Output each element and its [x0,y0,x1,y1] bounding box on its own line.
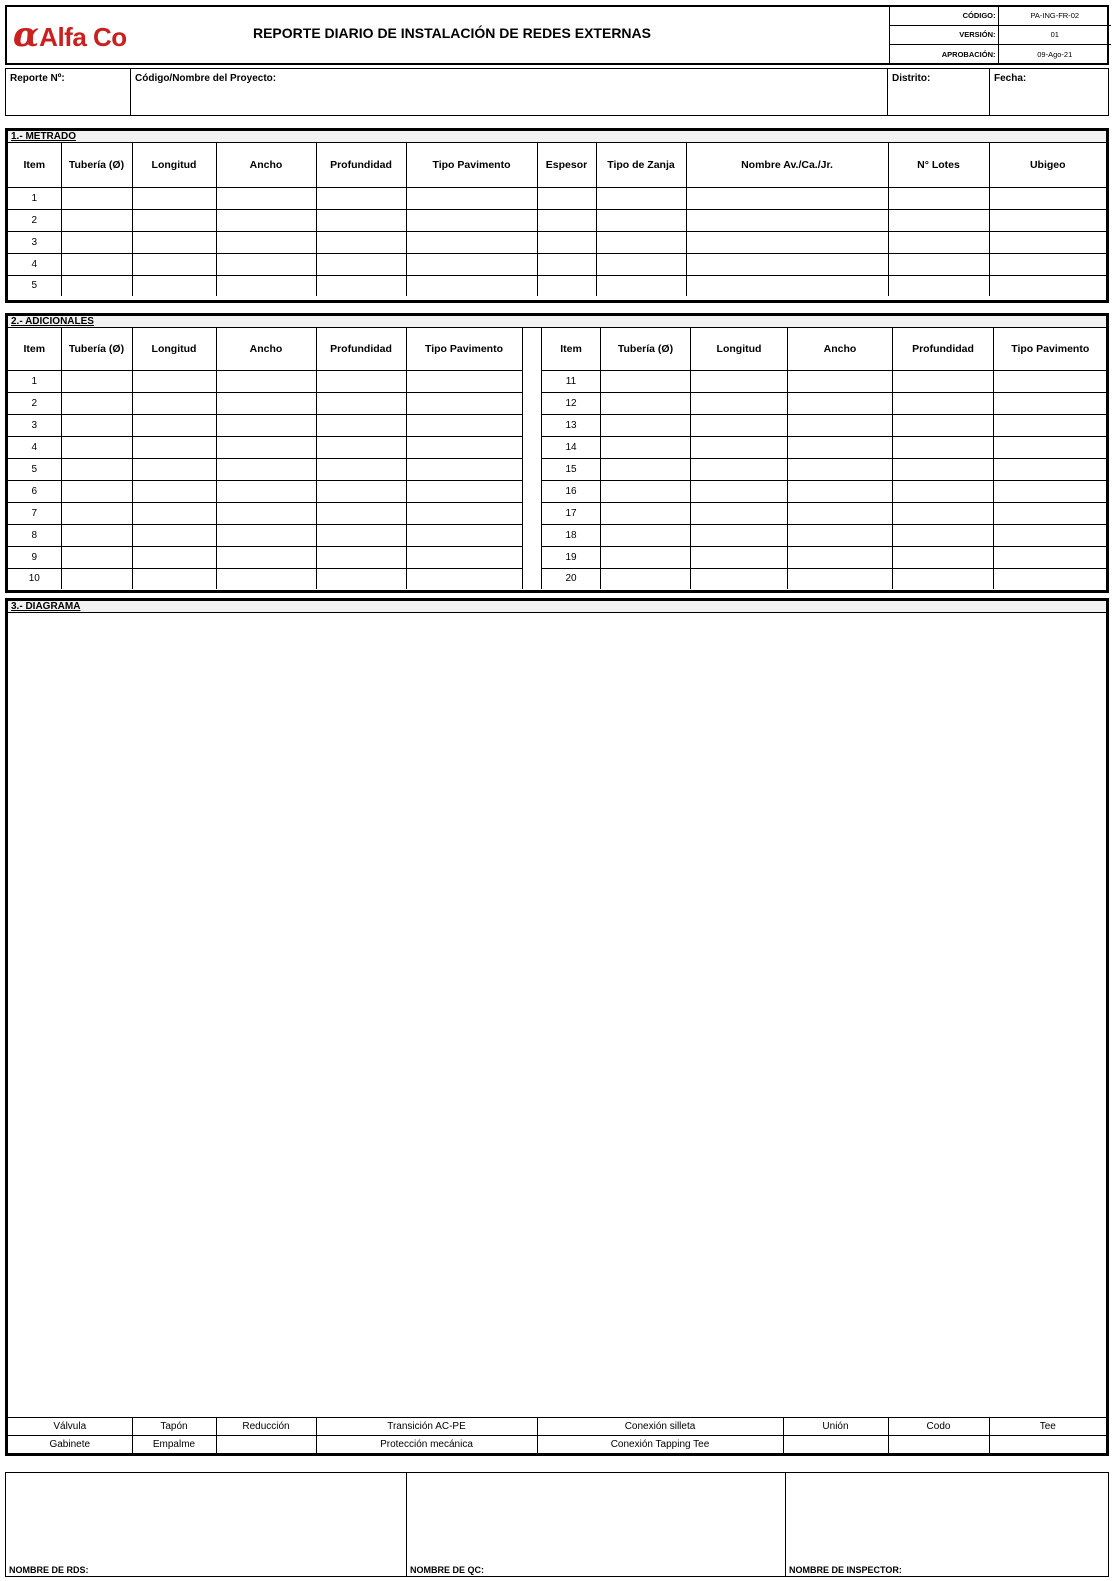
adicionales-table-right [541,328,1107,589]
item-number: 1 [8,370,61,392]
item-number: 13 [542,414,601,436]
legend-empty [783,1436,888,1454]
table-row [542,392,1107,414]
table-row [542,480,1107,502]
cell[interactable] [61,275,132,296]
cell[interactable] [989,187,1106,209]
cell[interactable] [893,524,994,546]
cell[interactable] [686,187,888,209]
legend-empalme: Empalme [132,1436,216,1454]
cell[interactable] [601,458,691,480]
cell[interactable] [216,524,316,546]
table-row [542,502,1107,524]
cell[interactable] [788,524,893,546]
column-header: Item [542,328,601,370]
cell[interactable] [216,436,316,458]
metrado-header-row [8,143,1106,187]
cell[interactable] [216,231,316,253]
cell[interactable] [686,209,888,231]
table-row [8,275,1106,296]
item-number: 18 [542,524,601,546]
column-header: Tipo Pavimento [994,328,1107,370]
cell[interactable] [788,458,893,480]
cell[interactable] [888,187,989,209]
cell[interactable] [994,480,1107,502]
table-row [8,414,522,436]
column-header: Ancho [216,143,316,187]
legend-reduccion: Reducción [216,1418,316,1436]
table-row [542,546,1107,568]
legend-row [8,1418,1106,1436]
cell[interactable] [994,414,1107,436]
date-label: Fecha: [994,73,1027,84]
cell[interactable] [216,187,316,209]
item-number: 10 [8,568,61,589]
table-row [542,436,1107,458]
adicionales-left-header-row [8,328,522,370]
item-number: 9 [8,546,61,568]
column-header: Item [8,328,61,370]
legend-proteccion-mecanica: Protección mecánica [316,1436,537,1454]
cell[interactable] [132,392,216,414]
cell[interactable] [406,253,537,275]
cell[interactable] [601,480,691,502]
cell[interactable] [132,231,216,253]
table-row [542,458,1107,480]
diagram-canvas[interactable] [8,613,1106,1417]
cell[interactable] [61,502,132,524]
item-number: 1 [8,187,61,209]
cell[interactable] [316,568,406,589]
item-number: 4 [8,436,61,458]
cell[interactable] [316,502,406,524]
cell[interactable] [216,502,316,524]
table-row [8,209,1106,231]
column-header: N° Lotes [888,143,989,187]
cell[interactable] [788,436,893,458]
cell[interactable] [406,209,537,231]
cell[interactable] [61,392,132,414]
table-row [542,524,1107,546]
signature-inspector[interactable] [786,1473,1108,1576]
cell[interactable] [537,187,596,209]
item-number: 11 [542,370,601,392]
cell[interactable] [406,502,522,524]
table-row [8,546,522,568]
table-row [8,231,1106,253]
signature-inspector-label: NOMBRE DE INSPECTOR: [789,1565,902,1575]
column-header: Tubería (Ø) [61,328,132,370]
signature-qc-label: NOMBRE DE QC: [410,1565,484,1575]
project-field[interactable] [131,69,888,115]
header [5,5,1109,65]
section-adicionales-title [8,316,1106,328]
legend-table [8,1417,1106,1454]
cell[interactable] [686,253,888,275]
legend-empty [888,1436,989,1454]
cell[interactable] [406,436,522,458]
cell[interactable] [316,231,406,253]
table-row [8,480,522,502]
cell[interactable] [691,370,788,392]
cell[interactable] [994,568,1107,589]
legend-empty [216,1436,316,1454]
adicionales-right-header-row [542,328,1107,370]
item-number: 15 [542,458,601,480]
approval-value: 09-Ago-21 [998,44,1111,65]
cell[interactable] [216,253,316,275]
cell[interactable] [132,568,216,589]
section-adicionales [5,313,1109,593]
info-fields [5,68,1109,116]
cell[interactable] [316,275,406,296]
cell[interactable] [994,436,1107,458]
table-row [8,253,1106,275]
cell[interactable] [893,502,994,524]
column-header: Ancho [216,328,316,370]
cell[interactable] [132,546,216,568]
cell[interactable] [132,209,216,231]
cell[interactable] [132,480,216,502]
cell[interactable] [691,480,788,502]
item-number: 2 [8,392,61,414]
cell[interactable] [316,546,406,568]
cell[interactable] [61,414,132,436]
table-row [8,436,522,458]
version-label: VERSIÓN: [890,25,998,44]
cell[interactable] [788,546,893,568]
cell[interactable] [132,436,216,458]
date-field[interactable] [990,69,1108,115]
cell[interactable] [989,231,1106,253]
cell[interactable] [216,480,316,502]
legend-empty [989,1436,1106,1454]
district-label: Distrito: [892,73,931,84]
cell[interactable] [788,392,893,414]
logo-alpha-icon: α [13,15,40,55]
cell[interactable] [316,524,406,546]
cell[interactable] [406,480,522,502]
cell[interactable] [893,436,994,458]
cell[interactable] [601,502,691,524]
section-diagrama [5,598,1109,1456]
cell[interactable] [893,480,994,502]
cell[interactable] [316,458,406,480]
cell[interactable] [596,187,686,209]
project-label: Código/Nombre del Proyecto: [135,73,277,84]
legend-codo: Codo [888,1418,989,1436]
cell[interactable] [316,414,406,436]
cell[interactable] [691,546,788,568]
cell[interactable] [601,568,691,589]
item-number: 17 [542,502,601,524]
cell[interactable] [132,275,216,296]
cell[interactable] [406,458,522,480]
cell[interactable] [61,209,132,231]
version-value: 01 [998,25,1111,44]
cell[interactable] [406,524,522,546]
column-header: Profundidad [316,328,406,370]
cell[interactable] [537,231,596,253]
cell[interactable] [316,187,406,209]
cell[interactable] [61,546,132,568]
column-header: Profundidad [316,143,406,187]
report-number-label: Reporte Nº: [10,73,65,84]
table-row [8,370,522,392]
cell[interactable] [596,253,686,275]
legend-union: Unión [783,1418,888,1436]
cell[interactable] [216,546,316,568]
column-header: Tubería (Ø) [61,143,132,187]
cell[interactable] [601,436,691,458]
legend-row [8,1436,1106,1454]
item-number: 7 [8,502,61,524]
cell[interactable] [788,502,893,524]
item-number: 4 [8,253,61,275]
table-row [8,458,522,480]
approval-label: APROBACIÓN: [890,44,998,65]
cell[interactable] [406,187,537,209]
cell[interactable] [316,480,406,502]
signature-rds-label: NOMBRE DE RDS: [9,1565,89,1575]
column-header: Ubigeo [989,143,1106,187]
legend-valvula: Válvula [8,1418,132,1436]
cell[interactable] [601,546,691,568]
cell[interactable] [893,370,994,392]
cell[interactable] [61,524,132,546]
table-row [542,370,1107,392]
cell[interactable] [216,414,316,436]
cell[interactable] [61,458,132,480]
cell[interactable] [888,231,989,253]
cell[interactable] [61,568,132,589]
cell[interactable] [216,370,316,392]
cell[interactable] [216,275,316,296]
signatures [5,1472,1109,1577]
column-header: Tubería (Ø) [601,328,691,370]
cell[interactable] [888,209,989,231]
cell[interactable] [596,231,686,253]
metrado-table [8,143,1106,296]
cell[interactable] [406,275,537,296]
item-number: 14 [542,436,601,458]
cell[interactable] [601,524,691,546]
cell[interactable] [132,370,216,392]
legend-transicion: Transición AC-PE [316,1418,537,1436]
cell[interactable] [893,414,994,436]
column-header: Ancho [788,328,893,370]
column-header: Profundidad [893,328,994,370]
doc-info-table [889,6,1110,65]
cell[interactable] [788,480,893,502]
column-header: Espesor [537,143,596,187]
cell[interactable] [406,370,522,392]
table-row [542,414,1107,436]
table-row [8,524,522,546]
district-field[interactable] [888,69,990,115]
cell[interactable] [132,253,216,275]
item-number: 3 [8,231,61,253]
section-metrado-title-text: 1.- METRADO [11,131,76,142]
cell[interactable] [406,414,522,436]
cell[interactable] [994,546,1107,568]
column-header: Nombre Av./Ca./Jr. [686,143,888,187]
cell[interactable] [994,370,1107,392]
cell[interactable] [316,392,406,414]
item-number: 5 [8,458,61,480]
cell[interactable] [691,524,788,546]
cell[interactable] [691,458,788,480]
cell[interactable] [537,275,596,296]
table-row [542,568,1107,589]
cell[interactable] [537,253,596,275]
cell[interactable] [601,370,691,392]
cell[interactable] [537,209,596,231]
signature-qc[interactable] [407,1473,786,1576]
cell[interactable] [989,209,1106,231]
cell[interactable] [406,231,537,253]
legend-tapon: Tapón [132,1418,216,1436]
logo-text: Alfa Co [39,22,127,52]
cell[interactable] [61,370,132,392]
cell[interactable] [994,458,1107,480]
cell[interactable] [216,392,316,414]
cell[interactable] [989,253,1106,275]
cell[interactable] [216,568,316,589]
section-adicionales-title-text: 2.- ADICIONALES [11,316,94,327]
column-header: Tipo Pavimento [406,143,537,187]
cell[interactable] [316,370,406,392]
cell[interactable] [132,458,216,480]
cell[interactable] [893,568,994,589]
table-row [8,392,522,414]
adicionales-table-left [8,328,523,589]
cell[interactable] [691,414,788,436]
cell[interactable] [691,436,788,458]
cell[interactable] [216,209,316,231]
cell[interactable] [132,524,216,546]
cell[interactable] [888,253,989,275]
cell[interactable] [61,436,132,458]
report-number-field[interactable] [6,69,131,115]
legend-conexion-tapping-tee: Conexión Tapping Tee [537,1436,783,1454]
section-metrado-title [8,131,1106,143]
cell[interactable] [994,524,1107,546]
cell[interactable] [601,414,691,436]
cell[interactable] [691,392,788,414]
column-header: Tipo de Zanja [596,143,686,187]
table-row [8,187,1106,209]
cell[interactable] [406,546,522,568]
cell[interactable] [596,209,686,231]
cell[interactable] [132,502,216,524]
item-number: 16 [542,480,601,502]
cell[interactable] [316,436,406,458]
cell[interactable] [406,392,522,414]
cell[interactable] [316,209,406,231]
item-number: 19 [542,546,601,568]
column-header: Item [8,143,61,187]
item-number: 20 [542,568,601,589]
column-header: Tipo Pavimento [406,328,522,370]
cell[interactable] [61,231,132,253]
item-number: 6 [8,480,61,502]
cell[interactable] [691,568,788,589]
cell[interactable] [893,392,994,414]
column-header: Longitud [691,328,788,370]
cell[interactable] [596,275,686,296]
section-diagrama-title [8,601,1106,613]
item-number: 5 [8,275,61,296]
code-value: PA-ING-FR-02 [998,6,1111,25]
cell[interactable] [788,414,893,436]
table-row [8,568,522,589]
cell[interactable] [316,253,406,275]
company-logo [13,15,127,55]
section-diagrama-title-text: 3.- DIAGRAMA [11,601,81,612]
cell[interactable] [216,458,316,480]
cell[interactable] [893,546,994,568]
section-metrado [5,128,1109,303]
cell[interactable] [788,370,893,392]
cell[interactable] [61,480,132,502]
item-number: 3 [8,414,61,436]
cell[interactable] [132,414,216,436]
cell[interactable] [788,568,893,589]
cell[interactable] [888,275,989,296]
table-row [8,502,522,524]
cell[interactable] [989,275,1106,296]
cell[interactable] [994,502,1107,524]
legend-gabinete: Gabinete [8,1436,132,1454]
cell[interactable] [686,231,888,253]
document-title: REPORTE DIARIO DE INSTALACIÓN DE REDES EXTERNAS [252,25,651,41]
cell[interactable] [691,502,788,524]
column-header: Longitud [132,328,216,370]
code-label: CÓDIGO: [890,6,998,25]
cell[interactable] [132,187,216,209]
item-number: 12 [542,392,601,414]
signature-rds[interactable] [6,1473,407,1576]
item-number: 8 [8,524,61,546]
legend-conexion-silleta: Conexión silleta [537,1418,783,1436]
item-number: 2 [8,209,61,231]
cell[interactable] [994,392,1107,414]
cell[interactable] [686,275,888,296]
cell[interactable] [61,253,132,275]
cell[interactable] [893,458,994,480]
cell[interactable] [601,392,691,414]
legend-tee: Tee [989,1418,1106,1436]
column-header: Longitud [132,143,216,187]
cell[interactable] [406,568,522,589]
cell[interactable] [61,187,132,209]
